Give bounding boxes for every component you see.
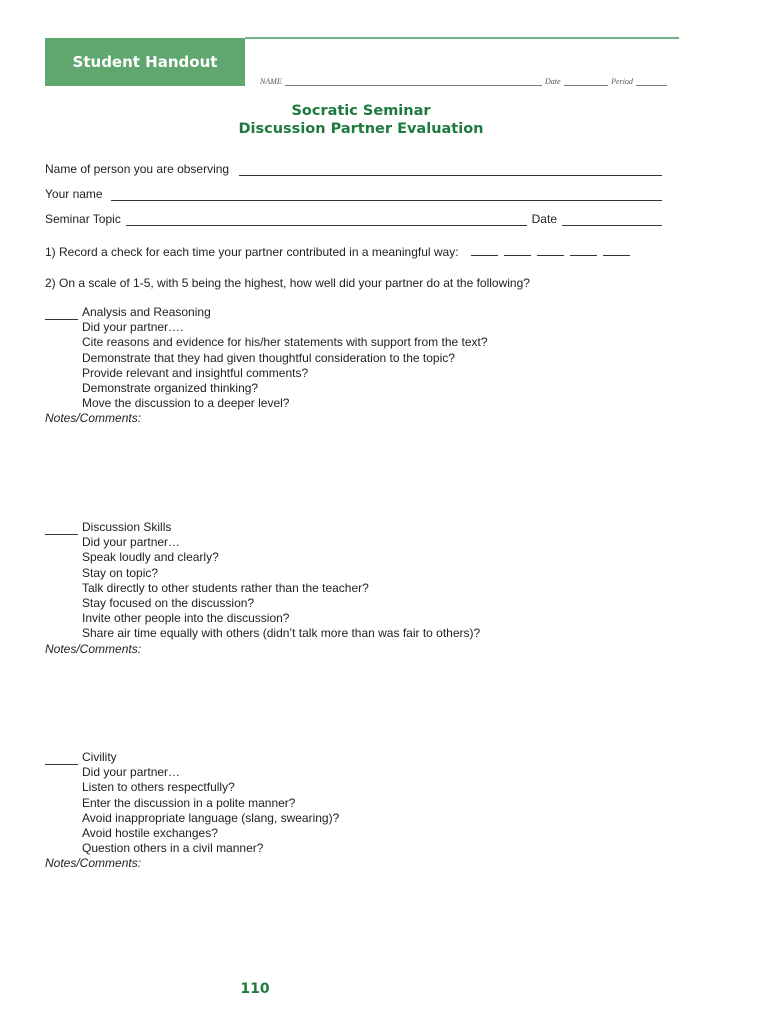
your-name-row (45, 187, 662, 201)
tally-blank[interactable] (537, 245, 564, 256)
criterion-item: Cite reasons and evidence for his/her statements with support from the text? (82, 335, 488, 350)
criterion-item: Invite other people into the discussion? (82, 611, 290, 626)
notes-label: Notes/Comments: (45, 641, 142, 656)
topic-label: Seminar Topic (45, 212, 121, 226)
topic-row (45, 212, 662, 226)
your-name-field[interactable] (111, 188, 662, 201)
score-blank[interactable] (45, 753, 78, 765)
tab-label: Student Handout (72, 53, 218, 71)
header-date-label: Date (544, 77, 561, 86)
name-date-period-line (260, 77, 670, 86)
section-prompt: Did your partner… (82, 535, 181, 550)
criterion-item: Avoid inappropriate language (slang, swearing)? (82, 810, 340, 825)
question-1-text: 1) Record a check for each time your partner contributed in a meaningful way: (45, 245, 459, 259)
header-rule (245, 37, 679, 39)
criterion-item: Stay on topic? (82, 565, 159, 580)
student-handout-tab (45, 38, 245, 86)
notes-label: Notes/Comments: (45, 856, 142, 871)
topic-field[interactable] (126, 213, 527, 226)
section-discussion-skills (45, 520, 685, 657)
your-name-label: Your name (45, 187, 103, 201)
criterion-item: Avoid hostile exchanges? (82, 826, 218, 841)
criterion-item: Talk directly to other students rather than the teacher? (82, 580, 369, 595)
criterion-item: Enter the discussion in a polite manner? (82, 795, 296, 810)
section-prompt: Did your partner… (82, 765, 181, 780)
page-number: 110 (240, 981, 270, 997)
tally-blank[interactable] (603, 245, 630, 256)
score-blank[interactable] (45, 308, 78, 320)
notes-label: Notes/Comments: (45, 411, 142, 426)
name-label: NAME (260, 77, 282, 86)
criterion-item: Listen to others respectfully? (82, 780, 235, 795)
name-field[interactable] (285, 77, 542, 86)
header-date-field[interactable] (564, 77, 609, 86)
criterion-item: Move the discussion to a deeper level? (82, 396, 290, 411)
criterion-item: Share air time equally with others (didn’t talk more than was fair to others)? (82, 626, 481, 641)
section-title: Analysis and Reasoning (82, 305, 211, 319)
tally-blank[interactable] (570, 245, 597, 256)
tally-blank[interactable] (471, 245, 498, 256)
criterion-item: Question others in a civil manner? (82, 841, 264, 856)
criterion-item: Stay focused on the discussion? (82, 596, 255, 611)
topic-date-label: Date (531, 212, 557, 226)
period-field[interactable] (636, 77, 667, 86)
period-label: Period (611, 77, 633, 86)
topic-date-field[interactable] (562, 213, 662, 226)
question-2: 2) On a scale of 1-5, with 5 being the highest, how well did your partner do at the following? (45, 276, 530, 290)
criterion-item: Demonstrate organized thinking? (82, 381, 259, 396)
section-prompt: Did your partner…. (82, 320, 184, 335)
criterion-item: Provide relevant and insightful comments? (82, 365, 309, 380)
question-1 (45, 245, 630, 259)
score-blank[interactable] (45, 523, 78, 535)
section-civility (45, 750, 685, 872)
section-title: Civility (82, 750, 117, 764)
observing-label: Name of person you are observing (45, 162, 230, 176)
title-line-1: Socratic Seminar (291, 103, 431, 119)
tally-blank[interactable] (504, 245, 531, 256)
title-line-2: Discussion Partner Evaluation (238, 121, 484, 137)
criterion-item: Demonstrate that they had given thoughtful consideration to the topic? (82, 350, 455, 365)
section-title: Discussion Skills (82, 520, 172, 534)
observing-row (45, 162, 662, 176)
section-analysis (45, 305, 685, 427)
criterion-item: Speak loudly and clearly? (82, 550, 219, 565)
observing-field[interactable] (239, 163, 662, 176)
